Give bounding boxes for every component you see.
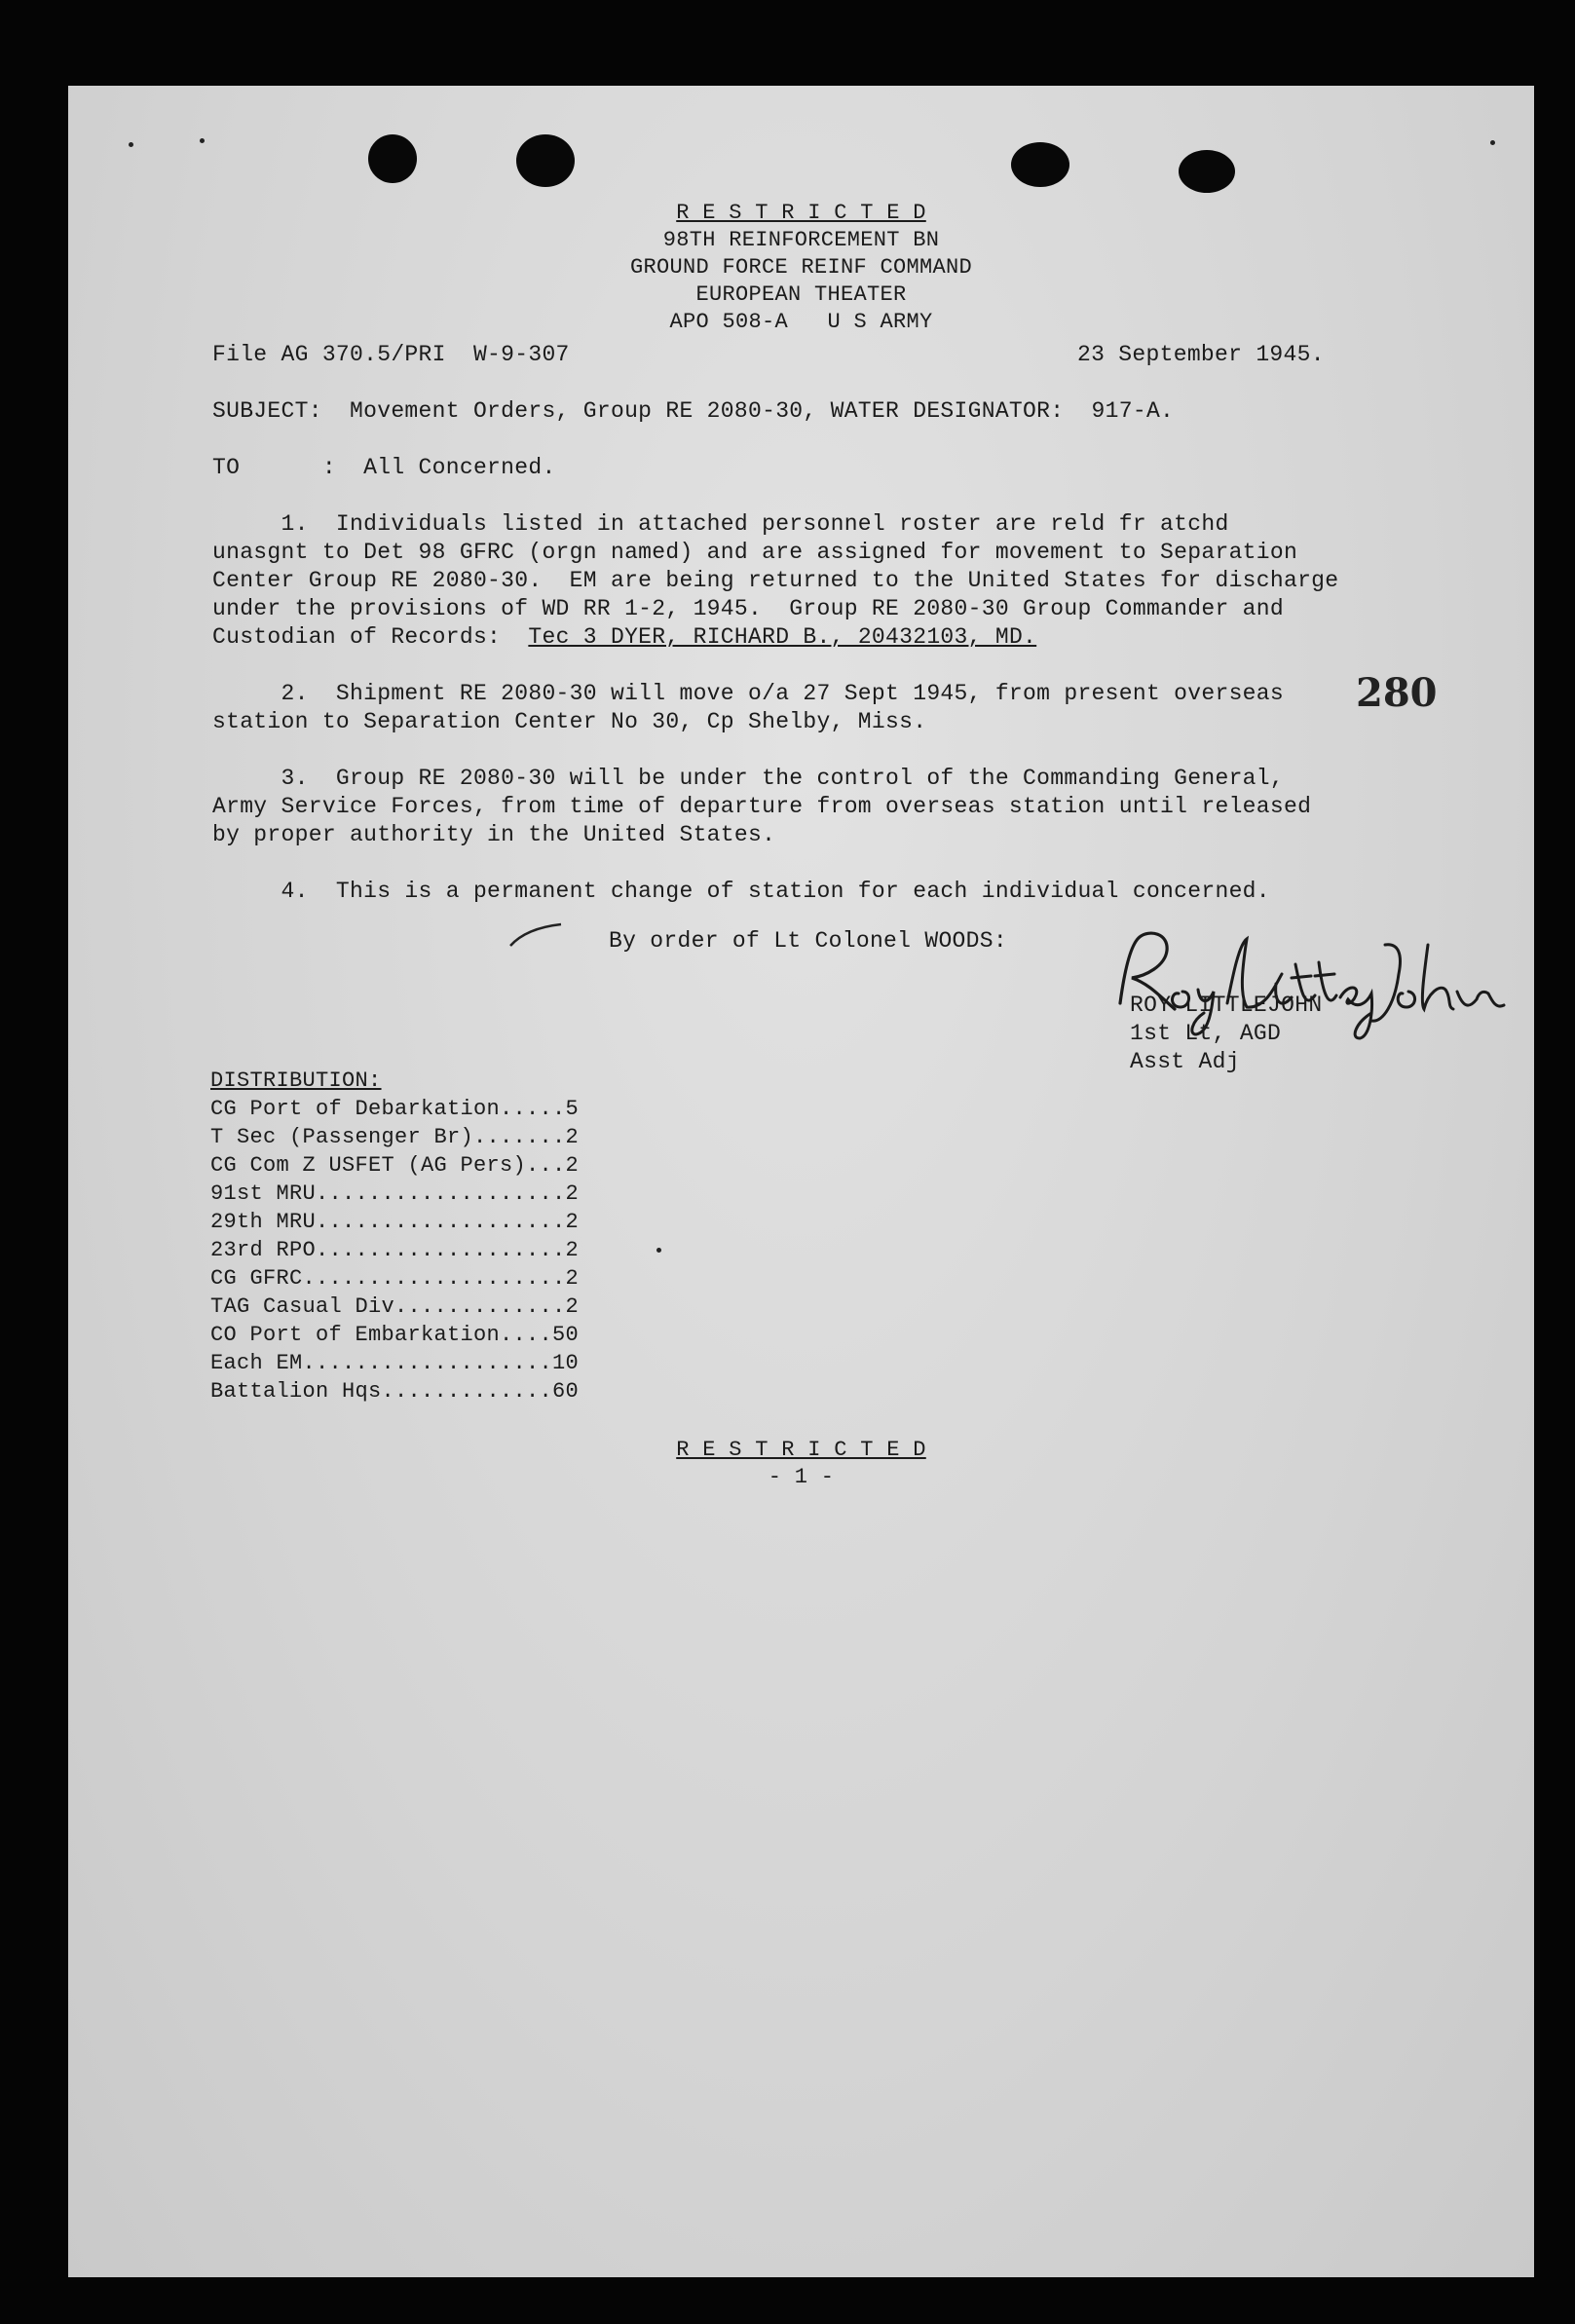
paragraph-3-line: Army Service Forces, from time of departure from overseas station until released <box>212 794 1312 819</box>
pen-mark <box>506 920 565 950</box>
distribution-item: CO Port of Embarkation....50 <box>210 1323 580 1347</box>
document-date: 23 September 1945. <box>1077 342 1325 367</box>
header-apo: APO 508-A U S ARMY <box>669 310 933 334</box>
distribution-item: 29th MRU...................2 <box>210 1210 580 1234</box>
subject-line: SUBJECT: Movement Orders, Group RE 2080-30, WATER DESIGNATOR: 917-A. <box>212 398 1175 424</box>
distribution-item: TAG Casual Div.............2 <box>210 1294 580 1319</box>
signer-name: ROY LITTLEJOHN <box>1130 993 1323 1018</box>
punch-hole <box>368 134 417 183</box>
distribution-item: 91st MRU...................2 <box>210 1181 580 1206</box>
paragraph-2-line: station to Separation Center No 30, Cp Shelby, Miss. <box>212 709 927 734</box>
signer-title: Asst Adj <box>1130 1049 1240 1074</box>
order-line: By order of Lt Colonel WOODS: <box>609 928 1007 954</box>
speck <box>200 138 205 143</box>
document-page <box>68 86 1534 2277</box>
signer-rank: 1st Lt, AGD <box>1130 1021 1282 1046</box>
paragraph-1-line: Center Group RE 2080-30. EM are being returned to the United States for discharge <box>212 568 1339 593</box>
footer-classification: R E S T R I C T E D <box>676 1438 926 1462</box>
distribution-item: Battalion Hqs.............60 <box>210 1379 580 1404</box>
paragraph-2-line: 2. Shipment RE 2080-30 will move o/a 27 Sept 1945, from present overseas <box>212 681 1284 706</box>
punch-hole <box>1011 142 1069 187</box>
custodian-name: Tec 3 DYER, RICHARD B., 20432103, MD. <box>528 624 1037 650</box>
paragraph-4-line: 4. This is a permanent change of station for each individual concerned. <box>212 879 1270 904</box>
distribution-item: 23rd RPO...................2 <box>210 1238 580 1262</box>
paragraph-3-line: 3. Group RE 2080-30 will be under the control of the Commanding General, <box>212 766 1284 791</box>
header-unit: 98TH REINFORCEMENT BN <box>662 228 940 252</box>
header-classification: R E S T R I C T E D <box>676 201 926 225</box>
to-line: TO : All Concerned. <box>212 455 556 480</box>
distribution-item: T Sec (Passenger Br).......2 <box>210 1125 580 1149</box>
punch-hole <box>516 134 575 187</box>
paragraph-1-line: 1. Individuals listed in attached personnel roster are reld fr atchd <box>212 511 1229 537</box>
distribution-title: DISTRIBUTION: <box>210 1068 382 1093</box>
stamp-number: 280 <box>1356 670 1438 716</box>
paragraph-1-line: under the provisions of WD RR 1-2, 1945. Group RE 2080-30 Group Commander and <box>212 596 1284 621</box>
custodian-label: Custodian of Records: <box>212 624 529 650</box>
paragraph-3-line: by proper authority in the United States. <box>212 822 776 847</box>
distribution-item: CG GFRC....................2 <box>210 1266 580 1291</box>
punch-hole <box>1179 150 1235 193</box>
paragraph-1-line: unasgnt to Det 98 GFRC (orgn named) and are assigned for movement to Separation <box>212 540 1298 565</box>
paragraph-1-last-line <box>212 623 1036 652</box>
speck <box>129 142 133 147</box>
file-reference: File AG 370.5/PRI W-9-307 <box>212 342 570 367</box>
page-number: - 1 - <box>768 1465 835 1489</box>
distribution-item: CG Com Z USFET (AG Pers)...2 <box>210 1153 580 1178</box>
distribution-item: Each EM...................10 <box>210 1351 580 1375</box>
header-command: GROUND FORCE REINF COMMAND <box>629 255 973 280</box>
header-theater: EUROPEAN THEATER <box>695 282 907 307</box>
distribution-item: CG Port of Debarkation.....5 <box>210 1097 580 1121</box>
speck <box>656 1248 661 1253</box>
speck <box>1490 140 1495 145</box>
